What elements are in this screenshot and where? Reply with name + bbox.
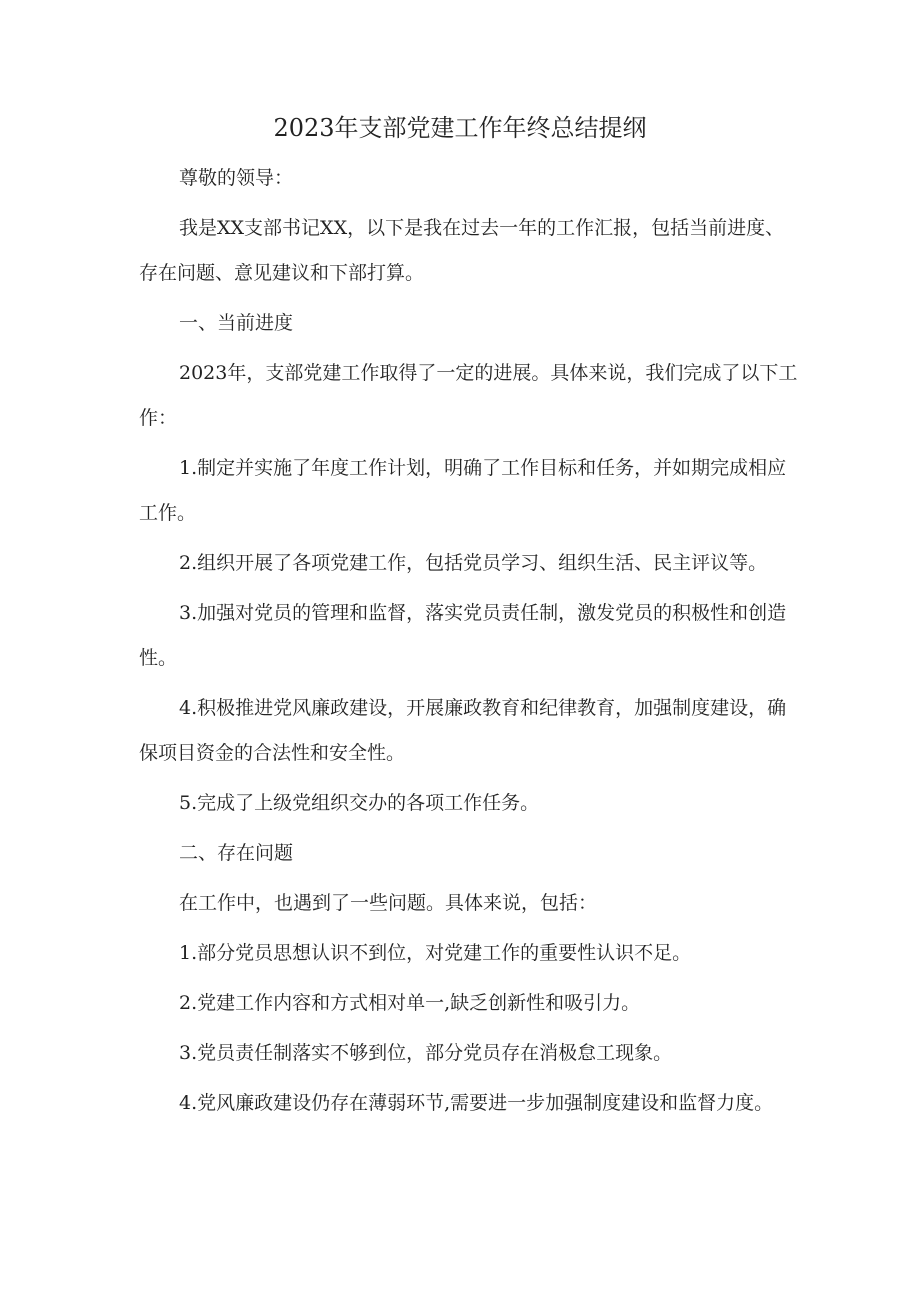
problem-item-1: 1.部分党员思想认识不到位，对党建工作的重要性认识不足。 bbox=[179, 942, 692, 964]
progress-item-1: 1.制定并实施了年度工作计划，明确了工作目标和任务，并如期完成相应工作。 bbox=[139, 457, 787, 524]
document-body bbox=[139, 156, 799, 1126]
progress-item-4: 4.积极推进党风廉政建设，开展廉政教育和纪律教育，加强制度建设，确保项目资金的合法性和安全性。 bbox=[139, 697, 787, 764]
section-heading-progress: 一、当前进度 bbox=[179, 312, 294, 334]
salutation: 尊敬的领导： bbox=[179, 167, 294, 189]
problem-item-3: 3.党员责任制落实不够到位，部分党员存在消极怠工现象。 bbox=[179, 1042, 673, 1064]
problem-item-2: 2.党建工作内容和方式相对单一,缺乏创新性和吸引力。 bbox=[179, 992, 641, 1014]
progress-item-3: 3.加强对党员的管理和监督，落实党员责任制，激发党员的积极性和创造性。 bbox=[139, 602, 787, 669]
progress-item-5: 5.完成了上级党组织交办的各项工作任务。 bbox=[179, 792, 540, 814]
section-heading-problems: 二、存在问题 bbox=[179, 842, 294, 864]
intro-paragraph: 我是XX支部书记XX，以下是我在过去一年的工作汇报，包括当前进度、存在问题、意见建议和下部打算。 bbox=[139, 217, 785, 284]
problem-item-4: 4.党风廉政建设仍存在薄弱环节,需要进一步加强制度建设和监督力度。 bbox=[179, 1092, 774, 1114]
progress-item-2: 2.组织开展了各项党建工作，包括党员学习、组织生活、民主评议等。 bbox=[179, 552, 768, 574]
progress-summary: 2023年，支部党建工作取得了一定的进展。具体来说，我们完成了以下工作： bbox=[139, 362, 798, 429]
problems-summary: 在工作中，也遇到了一些问题。具体来说，包括： bbox=[179, 892, 598, 914]
document-title: 2023年支部党建工作年终总结提纲 bbox=[273, 114, 647, 142]
